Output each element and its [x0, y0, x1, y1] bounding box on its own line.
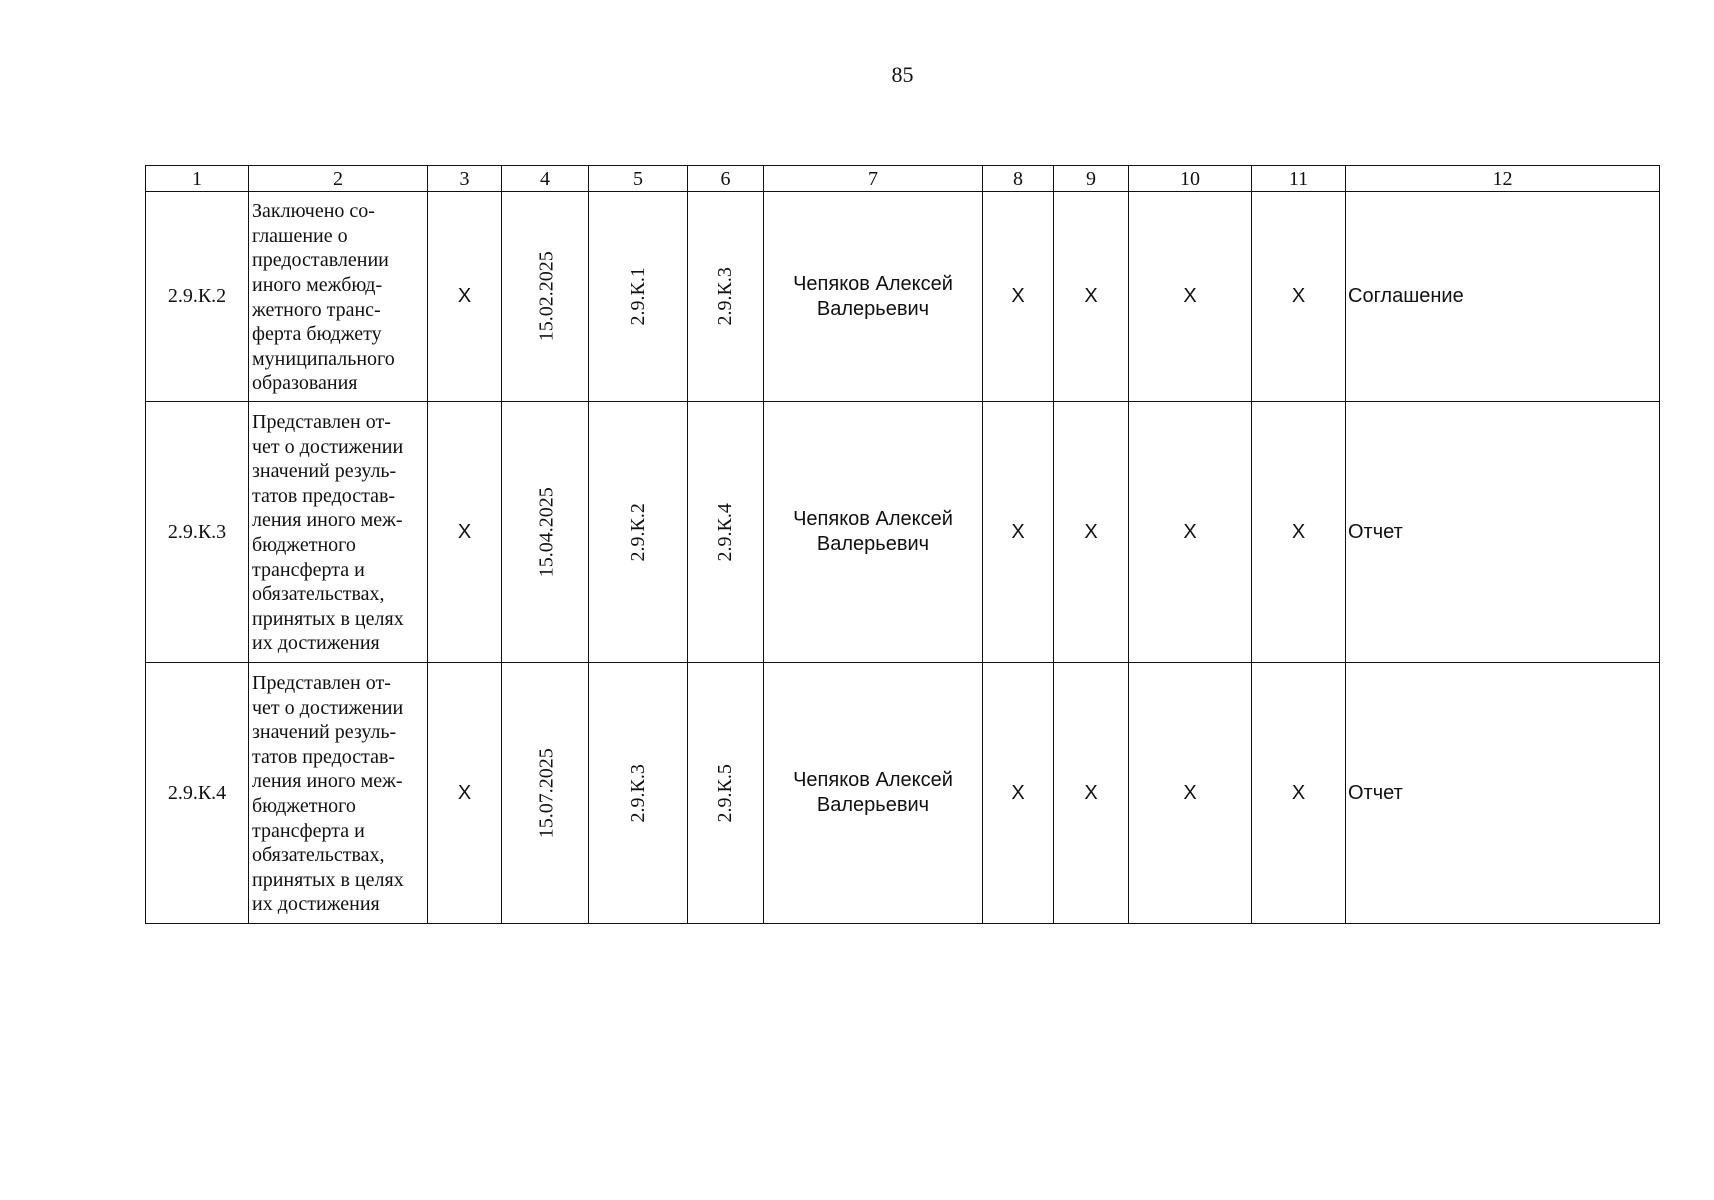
table-row: [146, 402, 1660, 663]
next-point-cell: [688, 663, 764, 924]
description-line: бюджетного: [252, 795, 356, 817]
date-value: 15.07.2025: [535, 748, 558, 838]
document-type: Соглашение: [1346, 192, 1660, 402]
date-cell: [502, 663, 589, 924]
control-point-description: [249, 192, 428, 402]
col11-mark: X: [1252, 663, 1346, 924]
control-point-description: [249, 663, 428, 924]
prev-point-value: 2.9.К.1: [626, 267, 649, 326]
prev-point-value: 2.9.К.2: [626, 502, 649, 562]
description-line: глашение о: [252, 224, 348, 247]
col8-mark: X: [983, 402, 1054, 663]
description-line: татов предостав-: [252, 484, 396, 507]
control-points-table: [145, 165, 1660, 924]
description-line: трансферта и: [252, 819, 365, 842]
col11-mark: X: [1252, 402, 1346, 663]
page-number: 85: [891, 62, 914, 87]
col9-mark: X: [1054, 663, 1129, 924]
control-point-code: 2.9.К.2: [146, 192, 249, 402]
table-row: [146, 192, 1660, 402]
header-cell: 3: [428, 166, 502, 192]
description-line: Представлен от-: [252, 411, 391, 434]
col10-mark: X: [1129, 402, 1252, 663]
next-point-cell: [688, 192, 764, 402]
description-line: Представлен от-: [252, 672, 391, 695]
description-line: значений резуль-: [252, 460, 397, 483]
header-cell: 4: [502, 166, 589, 192]
prev-point-cell: [589, 192, 688, 402]
col3-mark: X: [428, 192, 502, 402]
description-line: чет о достижении: [252, 696, 404, 719]
description-line: принятых в целях: [252, 607, 404, 630]
col9-mark: X: [1054, 192, 1129, 402]
col3-mark: X: [428, 402, 502, 663]
header-cell: 6: [688, 166, 764, 192]
header-cell: 9: [1054, 166, 1129, 192]
next-point-value: 2.9.К.5: [714, 763, 737, 823]
control-point-code: 2.9.К.3: [146, 402, 249, 663]
next-point-value: 2.9.К.4: [714, 502, 737, 562]
prev-point-cell: [589, 402, 688, 663]
responsible-person: Чепяков Алексей Валерьевич: [764, 402, 983, 663]
prev-point-cell: [589, 663, 688, 924]
description-line: ферта бюджету: [252, 323, 382, 346]
date-cell: [502, 402, 589, 663]
header-cell: 2: [249, 166, 428, 192]
header-cell: 10: [1129, 166, 1252, 192]
header-cell: 12: [1346, 166, 1660, 192]
description-line: ления иного меж-: [252, 509, 403, 532]
description-line: значений резуль-: [252, 721, 397, 744]
col8-mark: X: [983, 663, 1054, 924]
description-line: обязательствах,: [252, 583, 385, 606]
header-cell: 7: [764, 166, 983, 192]
col10-mark: X: [1129, 192, 1252, 402]
responsible-person: Чепяков Алексей Валерьевич: [764, 663, 983, 924]
header-cell: 5: [589, 166, 688, 192]
date-cell: [502, 192, 589, 402]
description-line: их достижения: [252, 632, 380, 655]
description-line: предоставлении: [252, 249, 389, 272]
prev-point-value: 2.9.К.3: [626, 763, 649, 823]
description-line: чет о достижении: [252, 435, 404, 458]
col3-mark: X: [428, 663, 502, 924]
description-line: муниципального: [252, 347, 395, 370]
col10-mark: X: [1129, 663, 1252, 924]
description-line: ления иного меж-: [252, 770, 403, 793]
date-value: 15.04.2025: [535, 487, 558, 577]
header-cell: 11: [1252, 166, 1346, 192]
table-header-row: [146, 166, 1660, 192]
table-row: [146, 663, 1660, 924]
description-line: образования: [252, 372, 358, 395]
description-line: бюджетного: [252, 534, 356, 556]
header-cell: 8: [983, 166, 1054, 192]
description-line: их достижения: [252, 893, 380, 916]
control-point-code: 2.9.К.4: [146, 663, 249, 924]
responsible-person: Чепяков Алексей Валерьевич: [764, 192, 983, 402]
description-line: татов предостав-: [252, 745, 396, 768]
col9-mark: X: [1054, 402, 1129, 663]
description-line: иного межбюд-: [252, 273, 383, 296]
date-value: 15.02.2025: [535, 251, 558, 342]
description-line: обязательствах,: [252, 844, 385, 867]
next-point-value: 2.9.К.3: [714, 267, 737, 326]
description-line: Заключено со-: [252, 200, 375, 223]
description-line: трансферта и: [252, 558, 365, 581]
next-point-cell: [688, 402, 764, 663]
description-line: жетного транс-: [252, 298, 381, 321]
document-type: Отчет: [1346, 663, 1660, 924]
col8-mark: X: [983, 192, 1054, 402]
description-line: принятых в целях: [252, 868, 404, 891]
control-point-description: [249, 402, 428, 663]
document-type: Отчет: [1346, 402, 1660, 663]
col11-mark: X: [1252, 192, 1346, 402]
header-cell: 1: [146, 166, 249, 192]
